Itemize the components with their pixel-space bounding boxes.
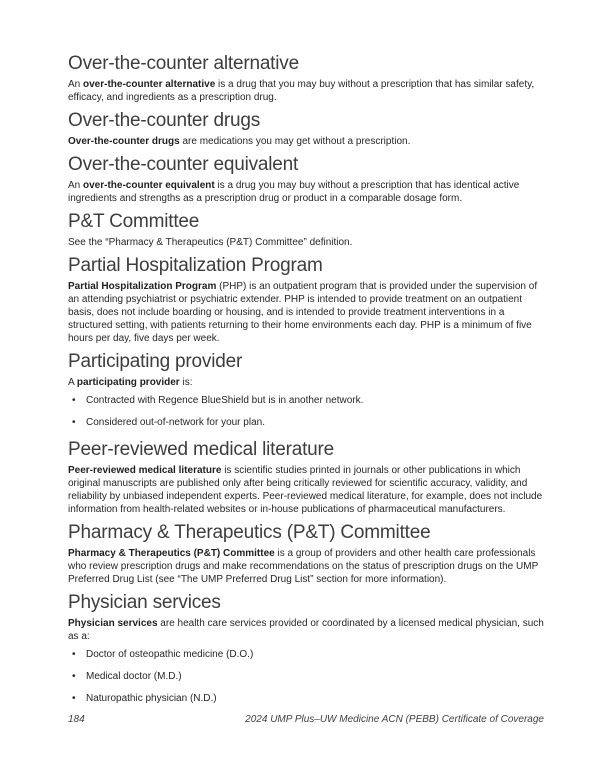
- defined-term: Over-the-counter drugs: [68, 136, 180, 147]
- section-heading-pharmacy-therapeutics-committee: Pharmacy & Therapeutics (P&T) Committee: [68, 522, 431, 543]
- text-segment: are medications you may get without a prescription.: [179, 136, 411, 147]
- list-item: • Contracted with Regence BlueShield but is in another network.: [68, 394, 544, 407]
- definition-paragraph-pharmacy-therapeutics: [68, 547, 544, 586]
- definition-paragraph-php: [68, 280, 544, 345]
- text-segment: is a drug you may buy without a prescription that has identical active ingredients and strengths as a prescription drug or product in a comparable dosage form.: [68, 180, 520, 204]
- defined-term: Pharmacy & Therapeutics (P&T) Committee: [68, 548, 275, 559]
- defined-term: Peer-reviewed medical literature: [68, 465, 222, 476]
- participating-provider-list: [68, 394, 544, 429]
- page-number: 184: [68, 714, 85, 725]
- definition-paragraph-otc-alternative: [68, 78, 544, 104]
- section-heading-partial-hospitalization-program: Partial Hospitalization Program: [68, 255, 323, 276]
- list-item: • Considered out-of-network for your plan.: [68, 416, 544, 429]
- section-heading-participating-provider: Participating provider: [68, 351, 243, 372]
- defined-term: Physician services: [68, 618, 158, 629]
- list-item: • Naturopathic physician (N.D.): [68, 692, 544, 705]
- section-heading-otc-drugs: Over-the-counter drugs: [68, 110, 261, 131]
- section-heading-peer-reviewed-medical-literature: Peer-reviewed medical literature: [68, 439, 335, 460]
- defined-term: participating provider: [76, 377, 180, 388]
- definition-paragraph-participating-provider: [68, 376, 544, 389]
- definition-paragraph-peer-reviewed: [68, 464, 544, 516]
- text-segment: (PHP) is an outpatient program that is provided under the supervision of an attending psychiatrist or psychiatric extender. PHP is intended to provide treatment on an outpatient basis, does not include boarding or housing, and is intended to provide treatment interventions in a structured setting, with patients returning to their home environments each day. PHP is a minimum of five hours per day, five days per week.: [68, 281, 538, 344]
- section-heading-otc-alternative: Over-the-counter alternative: [68, 53, 299, 74]
- section-heading-otc-equivalent: Over-the-counter equivalent: [68, 154, 299, 175]
- definition-paragraph-otc-drugs: [68, 135, 544, 148]
- defined-term: over-the-counter alternative: [83, 79, 216, 90]
- defined-term: over-the-counter equivalent: [83, 180, 215, 191]
- section-heading-physician-services: Physician services: [68, 592, 221, 613]
- text-segment: See the “Pharmacy & Therapeutics (P&T) Committee” definition.: [68, 237, 353, 248]
- definition-paragraph-otc-equivalent: [68, 179, 544, 205]
- physician-services-list: [68, 648, 544, 705]
- text-segment: is a group of providers and other health care professionals who review prescription drugs and make recommendations on the status of prescription drugs on the UMP Preferred Drug List (see “The UMP Preferred Drug List” section for more information).: [68, 548, 539, 585]
- document-title: 2024 UMP Plus–UW Medicine ACN (PEBB) Certificate of Coverage: [245, 714, 544, 725]
- text-segment: are health care services provided or coordinated by a licensed medical physician, such as a:: [68, 618, 544, 642]
- text-segment: is:: [179, 377, 193, 388]
- text-segment: A: [68, 377, 77, 388]
- text-segment: An: [68, 180, 84, 191]
- definition-paragraph-pt-committee: [68, 236, 544, 249]
- defined-term: Partial Hospitalization Program: [68, 281, 217, 292]
- text-segment: is scientific studies printed in journals or other publications in which original manuscripts are published only after being critically reviewed for scientific accuracy, validity, and reliability by unbiased independent experts. Peer-reviewed medical literature, for example, does not include information from health-related websites or in-house publications of pharmaceutical manufacturers.: [68, 465, 543, 515]
- text-segment: An: [68, 79, 84, 90]
- page-footer: [68, 714, 544, 725]
- definition-paragraph-physician-services: [68, 617, 544, 643]
- list-item: • Doctor of osteopathic medicine (D.O.): [68, 648, 544, 661]
- section-heading-pt-committee: P&T Committee: [68, 211, 200, 232]
- text-segment: is a drug that you may buy without a prescription that has similar safety, efficacy, and ingredients as a prescription drug.: [68, 79, 535, 103]
- list-item: • Medical doctor (M.D.): [68, 670, 544, 683]
